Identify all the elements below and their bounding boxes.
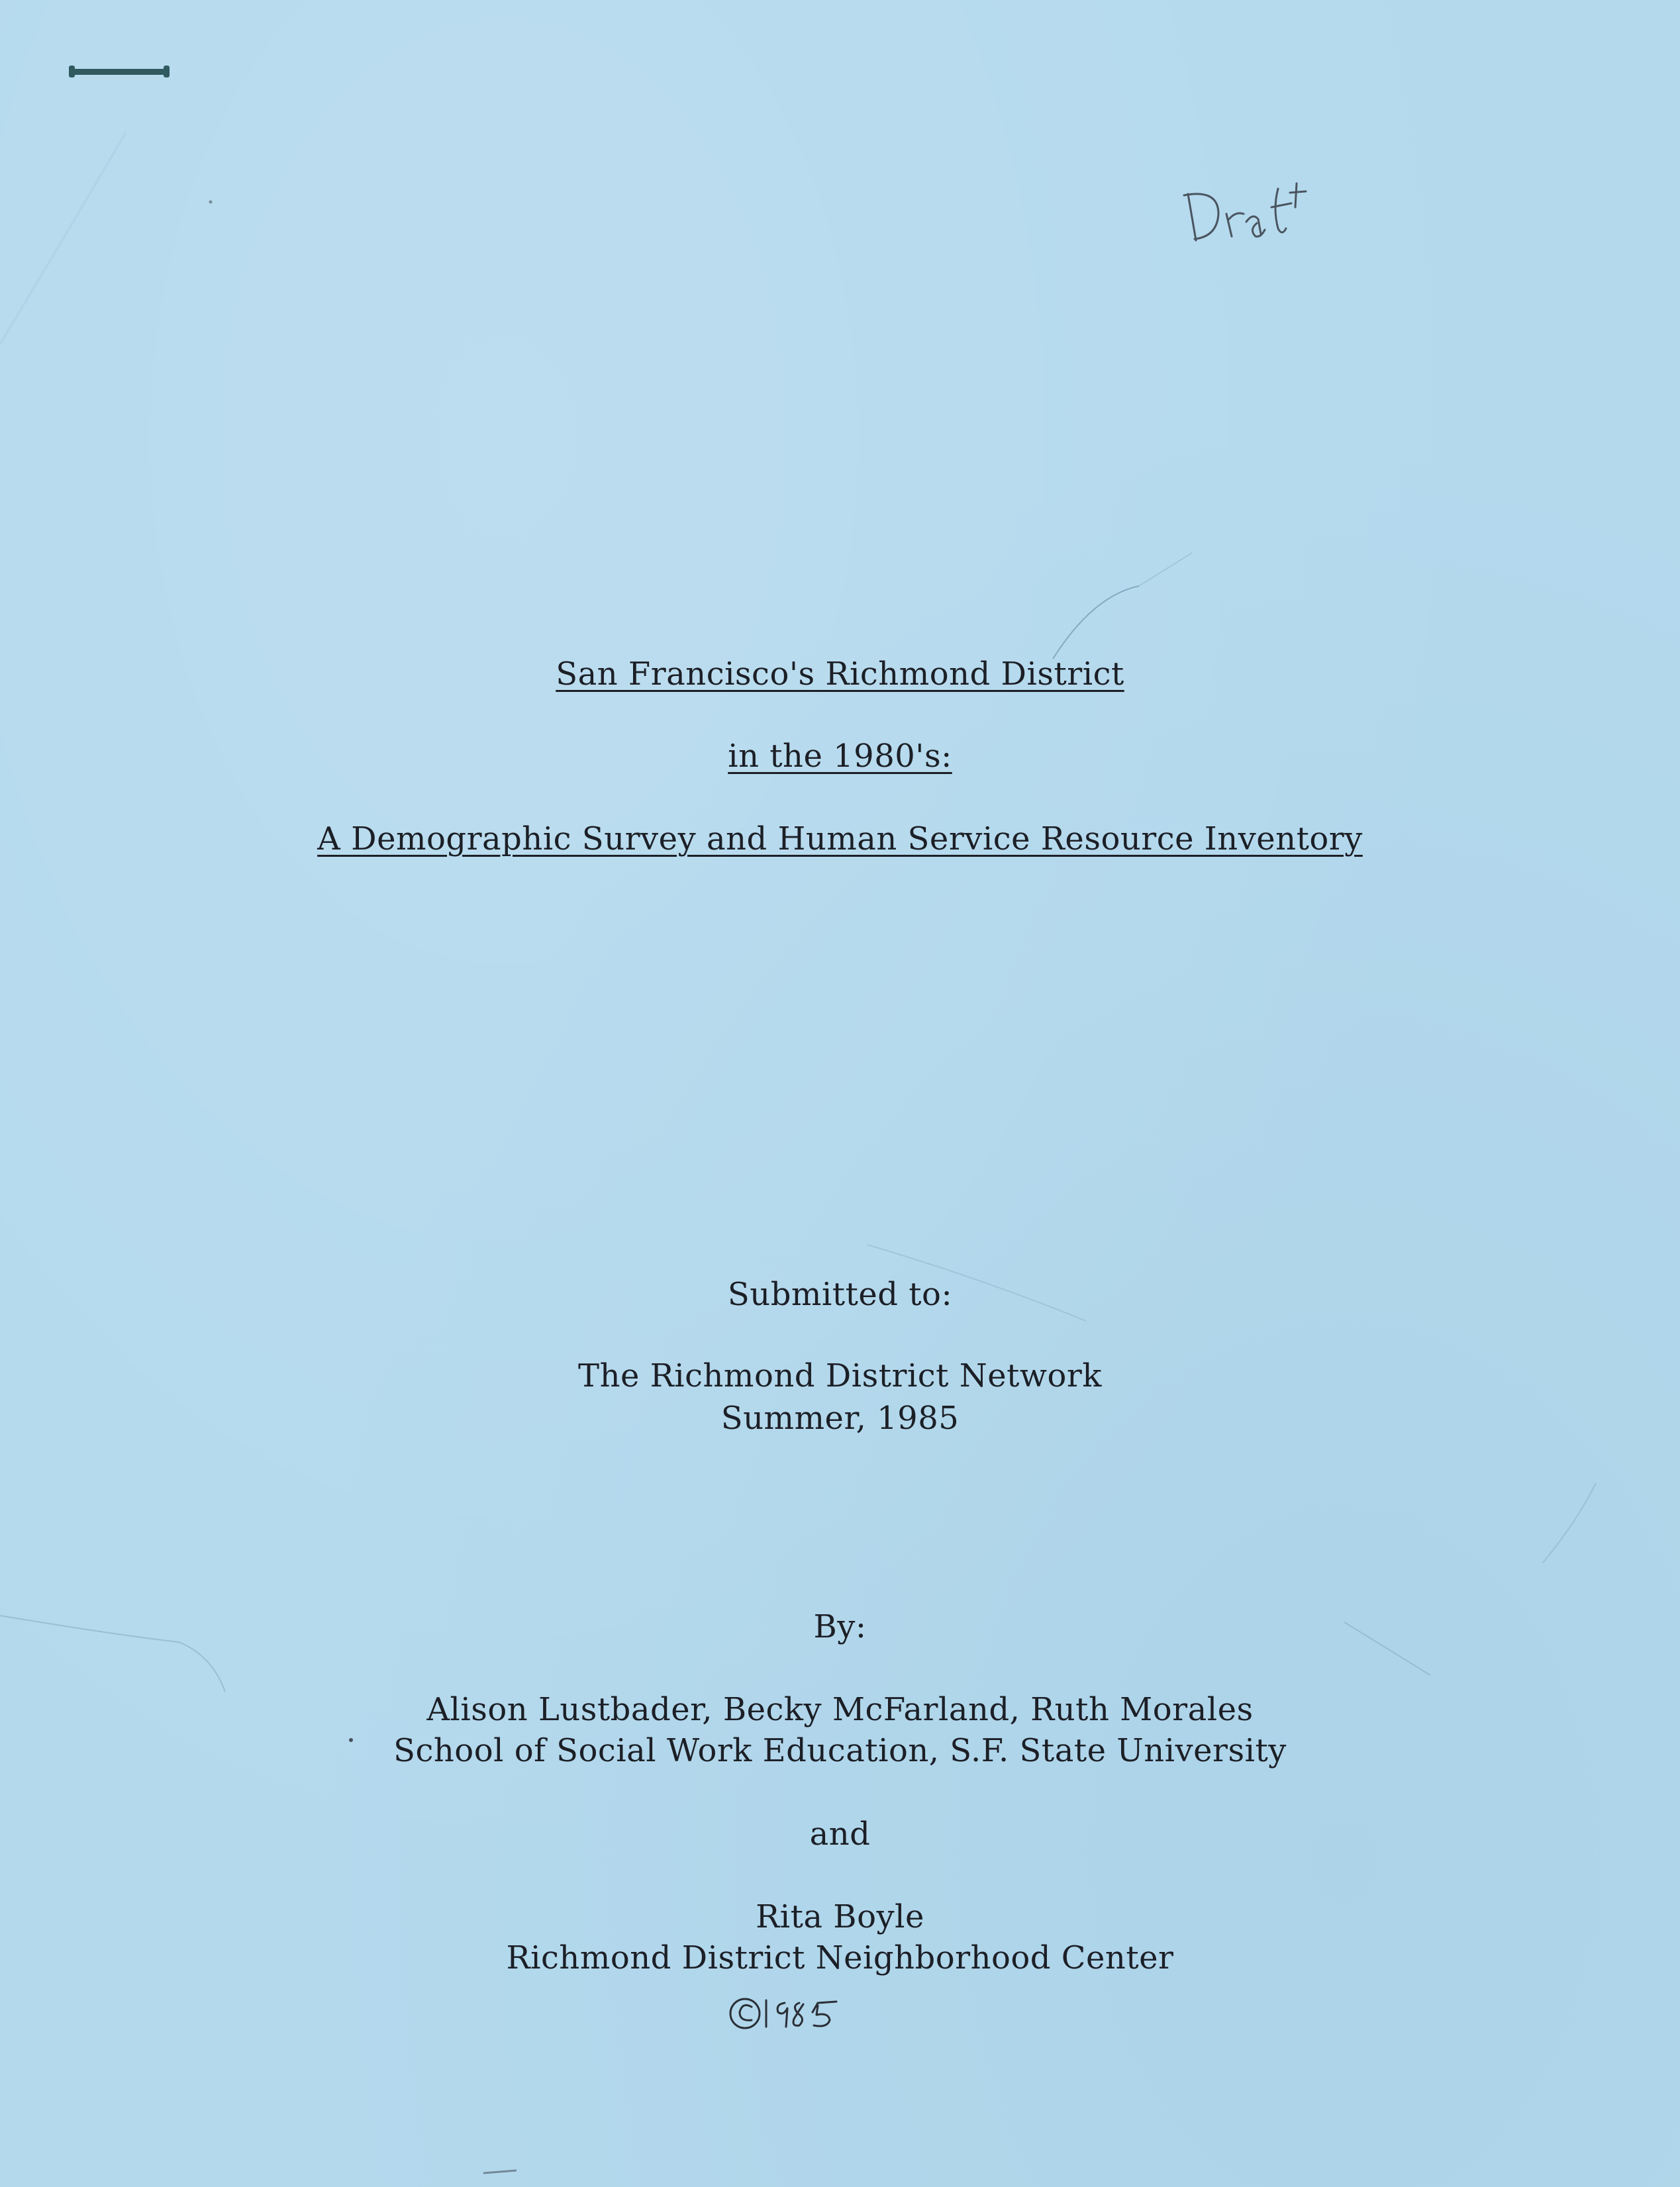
- authors: Alison Lustbader, Becky McFarland, Ruth Morales: [426, 1691, 1254, 1728]
- conjunction: and: [809, 1816, 871, 1853]
- title-line-2-text: in the 1980's:: [728, 738, 952, 775]
- title-line-3-text: A Demographic Survey and Human Service Resource Inventory: [317, 820, 1363, 857]
- by-label: By:: [813, 1608, 867, 1645]
- title-line-2: [0, 736, 1680, 776]
- co-author: Rita Boyle: [756, 1898, 924, 1935]
- co-author-affiliation: Richmond District Neighborhood Center: [506, 1939, 1174, 1976]
- authors-affiliation: School of Social Work Education, S.F. State University: [393, 1732, 1287, 1769]
- title-line-1: [0, 654, 1680, 694]
- title-line-1-text: San Francisco's Richmond District: [556, 656, 1124, 693]
- recipient: The Richmond District Network: [578, 1357, 1102, 1394]
- draft-handwritten-note: [1179, 175, 1324, 255]
- copyright-handwritten-note: [725, 1983, 851, 2036]
- submission-date: Summer, 1985: [720, 1400, 960, 1437]
- title-line-3: [0, 819, 1680, 859]
- submitted-label: Submitted to:: [727, 1276, 953, 1313]
